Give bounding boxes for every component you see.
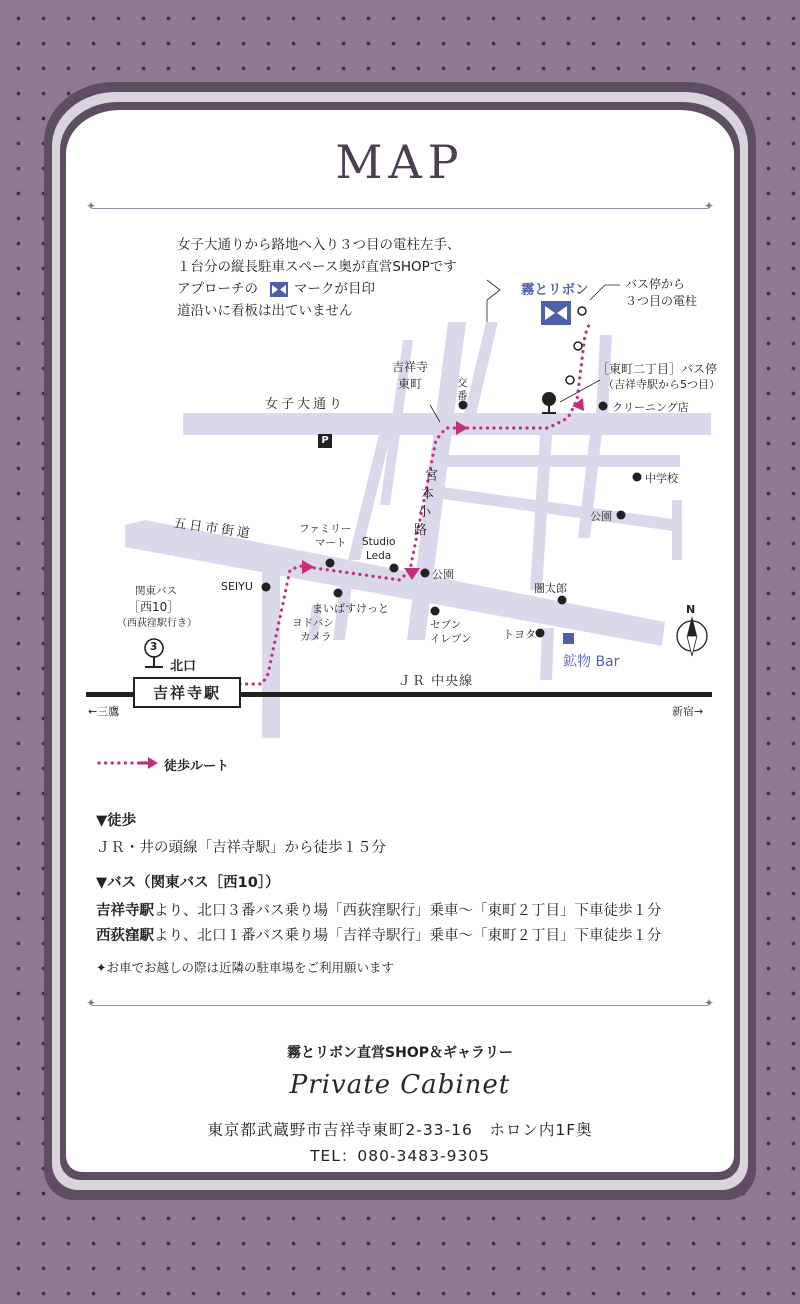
park-label-2: 公園 <box>432 568 454 581</box>
miyamoto-4: 路 <box>414 523 428 538</box>
toyota-label: トヨタ <box>503 628 536 641</box>
shop-name-label: 霧とリボン <box>521 282 589 298</box>
bus-number-label: 3 <box>150 641 158 653</box>
parking-label: P <box>321 435 329 446</box>
note-line-4: 道沿いに看板は出ていません <box>177 303 353 319</box>
car-note: ✦お車でお越しの際は近隣の駐車場をご利用願います <box>96 960 394 975</box>
brand-name: Private Cabinet <box>289 1070 511 1100</box>
kanto-bus-label-1: 関東バス <box>135 585 177 597</box>
bus-heading: ▼バス（関東バス［西10］） <box>96 875 280 891</box>
bus-pole-note-1: バス停から <box>625 277 686 291</box>
note-line-1: 女子大通りから路地へ入り３つ目の電柱左手、 <box>177 237 461 253</box>
studio-leda-label-2: Leda <box>366 550 392 562</box>
bottom-divider <box>92 1005 708 1006</box>
kobutsu-bar-label: 鉱物 Bar <box>563 654 620 670</box>
family-mart-label-2: マート <box>315 537 347 549</box>
address: 東京都武蔵野市吉祥寺東町2-33-16 ホロン内1F奥 <box>207 1121 593 1139</box>
footer-subtitle: 霧とリボン直営SHOP＆ギャラリー <box>287 1045 513 1061</box>
koban-label-1: 交 <box>457 377 468 389</box>
kanto-bus-label-3: （西荻窪駅行き） <box>117 618 197 629</box>
shop-mark-map-icon <box>541 301 571 325</box>
note-line-2: １台分の縦長駐車スペース奥が直営SHOPです <box>177 259 457 275</box>
walk-text: ＪＲ・井の頭線「吉祥寺駅」から徒歩１５分 <box>96 840 386 856</box>
itsukaichi-kaido-label: 五日市街道 <box>172 515 254 542</box>
bus-stop-icon <box>542 392 556 414</box>
bus-stop-label-2: （吉祥寺駅から5つ目） <box>603 378 720 391</box>
seven-eleven-label-2: イレブン <box>430 633 472 645</box>
yamitaro-label: 闇太郎 <box>534 582 567 595</box>
higashicho-label-1: 吉祥寺 <box>392 360 429 374</box>
to-mitaka-label: ←三鷹 <box>88 705 120 718</box>
park-label-1: 公園 <box>590 510 612 523</box>
station-label: 吉祥寺駅 <box>152 684 221 702</box>
bus-line-2 <box>96 924 662 945</box>
kanto-bus-label-2: ［西10］ <box>128 600 180 614</box>
maibasu-label: まいばすけっと <box>312 602 389 615</box>
bus-line-2-text: より、北口１番バス乗り場「吉祥寺駅行」乗車～「東町２丁目」下車徒歩１分 <box>154 928 662 944</box>
koban-label-2: 番 <box>457 390 468 402</box>
miyamoto-3: 小 <box>418 505 432 520</box>
bus-stop-label-1: ［東町二丁目］バス停 <box>597 362 718 376</box>
note-line-3a: アプローチの <box>177 281 258 297</box>
studio-leda-label-1: Studio <box>362 536 396 548</box>
junior-high-label: 中学校 <box>645 472 678 485</box>
walk-heading: ▼徒歩 <box>96 813 137 829</box>
family-mart-label-1: ファミリー <box>299 523 352 535</box>
seven-eleven-label-1: セブン <box>430 619 462 631</box>
bus-line-1-station: 吉祥寺駅 <box>96 903 154 919</box>
joshidai-dori-label: 女子大通り <box>265 397 346 412</box>
miyamoto-1: 宮 <box>425 469 439 484</box>
higashicho-label-2: 東町 <box>398 377 423 391</box>
jr-line-label: ＪＲ 中央線 <box>398 674 474 689</box>
road-station-north <box>262 550 280 738</box>
note-line-3b: マークが目印 <box>294 281 375 297</box>
yodobashi-label-2: カメラ <box>300 631 332 643</box>
legend-label: 徒歩ルート <box>164 759 230 774</box>
legend-route-icon <box>96 756 158 770</box>
bus-line-1 <box>96 899 662 920</box>
seiyu-label: SEIYU <box>221 580 253 593</box>
yodobashi-label-1: ヨドバシ <box>292 617 334 629</box>
page-title: MAP <box>335 135 465 189</box>
kitaguchi-label: 北口 <box>170 659 197 674</box>
bus-line-2-station: 西荻窪駅 <box>96 928 154 944</box>
miyamoto-2: 本 <box>421 487 435 502</box>
kobutsu-bar-icon <box>563 633 574 644</box>
north-label: N <box>686 603 696 616</box>
north-compass-icon <box>677 616 707 656</box>
bus-line-1-text: より、北口３番バス乗り場「西荻窪駅行」乗車～「東町２丁目」下車徒歩１分 <box>154 903 662 919</box>
tel: TEL：080-3483-9305 <box>309 1147 491 1165</box>
cleaning-label: クリーニング店 <box>612 401 689 414</box>
bus-pole-note-2: ３つ目の電柱 <box>625 294 698 308</box>
to-shinjuku-label: 新宿→ <box>672 705 704 718</box>
